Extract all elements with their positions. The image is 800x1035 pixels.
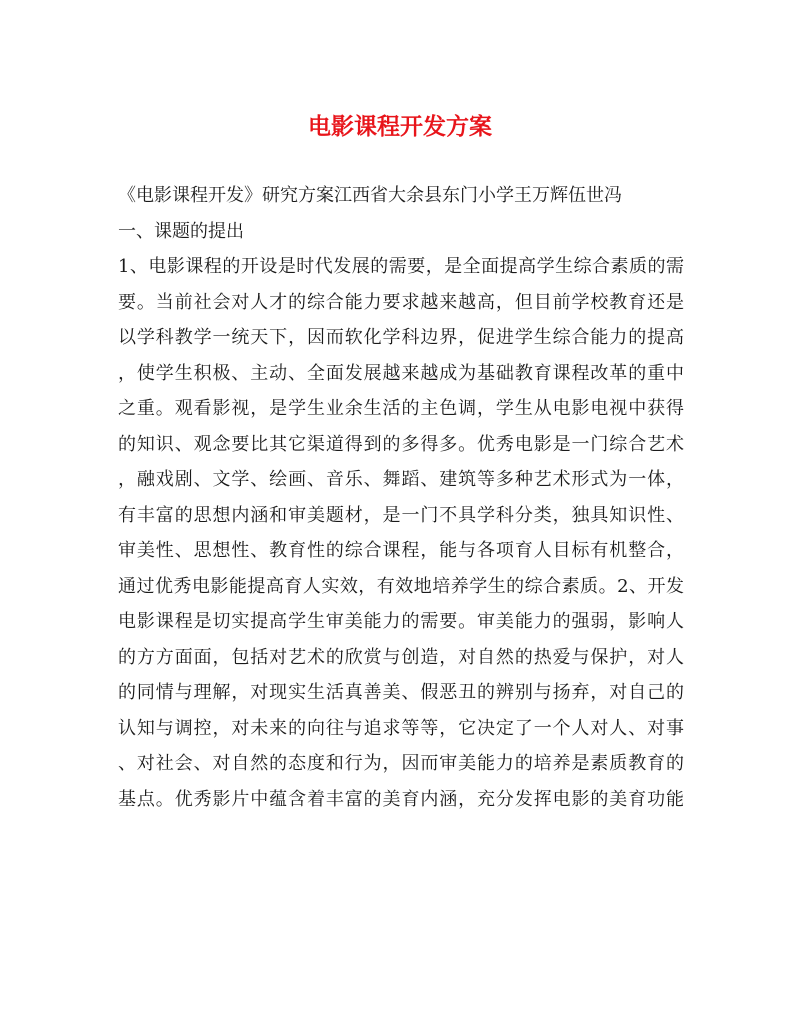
body-line: 的同情与理解，对现实生活真善美、假恶丑的辨别与扬弃，对自己的 [118, 682, 684, 703]
document-title: 电影课程开发方案 [308, 113, 492, 140]
body-line: ，融戏剧、文学、绘画、音乐、舞蹈、建筑等多种艺术形式为一体， [118, 469, 684, 490]
body-line: 认知与调控，对未来的向往与追求等等，它决定了一个人对人、对事 [118, 717, 684, 739]
document-body [118, 178, 684, 817]
body-line: 1、电影课程的开设是时代发展的需要，是全面提高学生综合素质的需 [118, 256, 684, 277]
body-line: 有丰富的思想内涵和审美题材，是一门不具学科分类，独具知识性、 [118, 504, 684, 526]
body-line: 之重。观看影视，是学生业余生活的主色调，学生从电影电视中获得 [118, 398, 684, 419]
body-line: ，使学生积极、主动、全面发展越来越成为基础教育课程改革的重中 [118, 362, 684, 384]
body-line: 、对社会、对自然的态度和行为，因而审美能力的培养是素质教育的 [118, 753, 684, 774]
body-line: 审美性、思想性、教育性的综合课程，能与各项育人目标有机整合， [118, 540, 684, 561]
body-line: 通过优秀电影能提高育人实效，有效地培养学生的综合素质。2、开发 [118, 575, 684, 597]
body-line: 要。当前社会对人才的综合能力要求越来越高，但目前学校教育还是 [118, 291, 684, 313]
body-line-section-heading: 一、课题的提出 [118, 220, 244, 242]
body-line: 基点。优秀影片中蕴含着丰富的美育内涵，充分发挥电影的美育功能 [118, 788, 684, 810]
body-line: 电影课程是切实提高学生审美能力的需要。审美能力的强弱，影响人 [118, 611, 684, 632]
body-line: 以学科教学一统天下，因而软化学科边界，促进学生综合能力的提高 [118, 327, 684, 348]
body-line-author: 《电影课程开发》研究方案江西省大余县东门小学王万辉伍世冯 [118, 185, 622, 206]
body-line: 的知识、观念要比其它渠道得到的多得多。优秀电影是一门综合艺术 [118, 433, 684, 455]
body-line: 的方方面面，包括对艺术的欣赏与创造，对自然的热爱与保护，对人 [118, 646, 684, 668]
